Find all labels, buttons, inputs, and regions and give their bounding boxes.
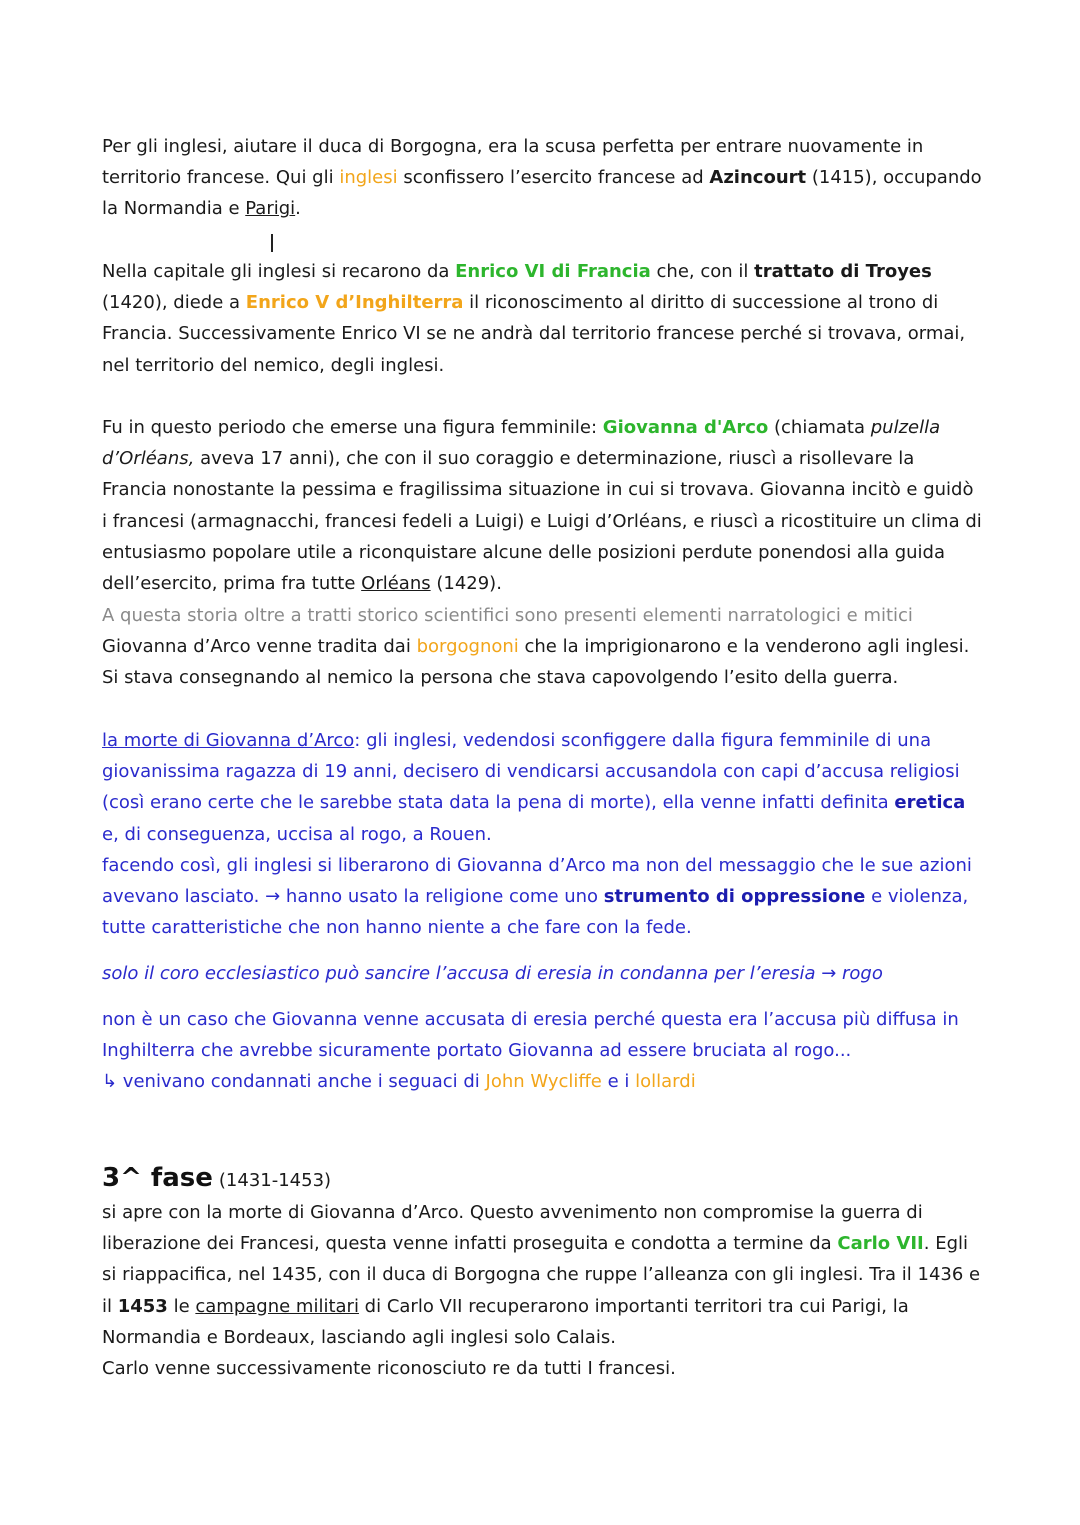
line [102,725,982,850]
text: (1420), diede a [102,292,246,314]
text: Giovanna d’Arco venne tradita dai [102,636,417,658]
paragraph-morte [102,725,982,943]
italic-pulzella: pulzella d’Orléans, [102,417,941,470]
text: . [295,198,301,220]
bold-eretica: eretica [894,792,966,814]
text: il riconoscimento al diritto di successione al trono di Francia. Successivamente Enrico VI se ne andrà dal territorio francese perché si trovava, ormai, nel territorio del nemico, degli inglesi. [102,292,966,376]
text: sconfissero l’esercito francese ad [397,167,710,189]
text: e violenza, tutte caratteristiche che non hanno niente a che fare con la fede. [102,886,969,939]
highlight-lollardi: lollardi [635,1071,696,1093]
paragraph-troyes [102,256,982,381]
text: di Carlo VII recuperarono importanti territori tra cui Parigi, la Normandia e Bordeaux, lasciando agli inglesi solo Calais. [102,1295,909,1348]
text: Fu in questo periodo che emerse una figura femminile: [102,417,603,438]
heading-title: 3^ fase [102,1163,213,1193]
highlight-borgognoni: borgognoni [416,636,519,658]
paragraph-giovanna [102,412,982,599]
text: aveva 17 anni), che con il suo coraggio e determinazione, riuscì a risollevare la Francia nonostante la pessima e fragilissima situazione in cui si trovava. Giovanna incitò e guidò i francesi (armagnacchi, francesi fedeli a Luigi) e Luigi d’Orléans, e riuscì a ricostituire un clima di entusiasmo popolare utile a riconquistare alcune delle posizioni perdute ponendosi alla guida dell’esercito, prima fra tutte [102,448,982,595]
link-orleans[interactable]: Orléans [361,573,431,595]
paragraph-eresia [102,1004,982,1098]
text: e i [601,1071,636,1093]
link-morte-giovanna[interactable]: la morte di Giovanna d’Arco [102,730,355,751]
heading-dates: (1431-1453) [218,1170,332,1191]
highlight-giovanna-darco: Giovanna d'Arco [602,417,769,438]
line [102,631,982,662]
line [102,850,982,944]
text: Per gli inglesi, aiutare il duca di Borgogna, era la scusa perfetta per entrare nuovamente in territorio francese. Qui gli [102,136,924,189]
text: che, con il [650,261,755,282]
bold-trattato-troyes: trattato di Troyes [754,261,932,282]
highlight-inglesi: inglesi [339,167,398,189]
section-heading [102,1160,982,1199]
bold-strumento: strumento di oppressione [603,886,866,908]
highlight-carlo-vii: Carlo VII [837,1233,924,1255]
link-parigi[interactable]: Parigi [245,198,296,220]
text: (1415), occupando la Normandia e [102,167,982,220]
text: facendo così, gli inglesi si liberarono di Giovanna d’Arco ma non del messaggio che le sue azioni avevano lasciato. → hanno usato la religione come uno [102,854,972,908]
text: (chiamata [768,417,871,438]
bold-azincourt: Azincourt [709,167,807,189]
paragraph-tradimento [102,600,982,694]
text-cursor [271,234,273,252]
text: Carlo venne successivamente riconosciuto re da tutti I francesi. [102,1358,676,1380]
link-campagne[interactable]: campagne militari [195,1295,359,1317]
text: e, di conseguenza, uccisa al rogo, a Rouen. [102,823,492,845]
highlight-enrico-v: Enrico V d’Inghilterra [245,292,464,314]
note-coro: solo il coro ecclesiastico può sancire l’accusa di eresia in condanna per l’eresia → rogo [102,963,883,984]
text: non è un caso che Giovanna venne accusata di eresia perché questa era l’accusa più diffusa in Inghilterra che avrebbe sicuramente portato Giovanna ad essere bruciata al rogo... [102,1009,959,1062]
text: le [167,1295,196,1317]
text: che la imprigionarono e la venderono agli inglesi. [518,636,970,658]
text: Si stava consegnando al nemico la persona che stava capovolgendo l’esito della guerra. [102,667,899,689]
text: si apre con la morte di Giovanna d’Arco. Questo avvenimento non compromise la guerra di liberazione dei Francesi, questa venne infatti proseguita e condotta a termine da [102,1202,923,1255]
line [102,1066,982,1097]
text: . Egli si riappacifica, nel 1435, con il duca di Borgogna che ruppe l’alleanza con gli inglesi. Tra il 1436 e il [102,1233,981,1317]
highlight-enrico-vi: Enrico VI di Francia [455,261,651,282]
text: (1429). [430,573,502,595]
paragraph-azincourt [102,131,982,225]
text: : gli inglesi, vedendosi sconfiggere dalla figura femminile di una giovanissima ragazza di 19 anni, decisero di vendicarsi accusandola con capi d’accusa religiosi (così erano certe che le sarebbe stata data la pena di morte), ella venne infatti definita [102,730,960,814]
text: ↳ venivano condannati anche i seguaci di [102,1071,486,1093]
highlight-wycliffe: John Wycliffe [485,1071,602,1093]
text: Nella capitale gli inglesi si recarono da [102,261,456,282]
note-grey: A questa storia oltre a tratti storico scientifici sono presenti elementi narratologici e mitici [102,605,913,626]
bold-1453: 1453 [117,1295,168,1317]
paragraph-terza-fase [102,1197,982,1384]
